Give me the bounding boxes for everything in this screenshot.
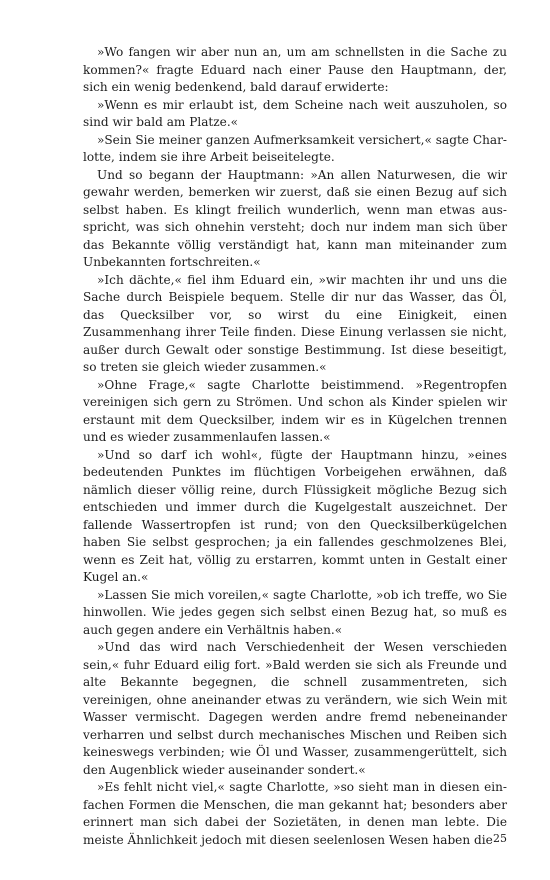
paragraph: »Ohne Frage,« sagte Charlotte beistimmend. »Regentropfen vereinigen sich gern zu Strömen. Und schon als Kinder spielen wir erstaunt mit dem Quecksilber, indem wir es in Kügelchen trennen und es wieder zusammenlaufen lassen.« [83, 377, 507, 444]
paragraph: »Und das wird nach Verschiedenheit der Wesen verschieden sein,« fuhr Eduard eilig fort. »Bald werden sie sich als Freunde und alte Bekannte begegnen, die schnell zusammentreten, sich vereinigen, ohne aneinander etwas zu verändern, wie sich Wein mit Wasser vermischt. Dagegen werden andre fremd nebeneinander verharren und selbst durch mechanisches Mischen und Reiben sich keineswegs verbinden; wie Öl und Wasser, zusammengerüttelt, sich den Augenblick wieder auseinander sondert.« [83, 640, 507, 777]
paragraph: Und so begann der Hauptmann: »An allen Naturwesen, die wir gewahr werden, bemerken wir zuerst, daß sie einen Bezug auf sich selbst haben. Es klingt freilich wunderlich, wenn man etwas ausspricht, was sich ohnehin versteht; doch nur indem man sich über das Bekannte völlig verständigt hat, kann man miteinander zum Unbekannten fortschreiten.« [83, 167, 507, 269]
paragraph: »Ich dächte,« fiel ihm Eduard ein, »wir machten ihr und uns die Sache durch Beispiele bequem. Stelle dir nur das Wasser, das Öl, das Quecksilber vor, so wirst du eine Einigkeit, einen Zusammenhang ihrer Teile finden. Diese Einung verlassen sie nicht, außer durch Gewalt oder sonstige Bestimmung. Ist diese beseitigt, so treten sie gleich wieder zusammen.« [83, 272, 507, 374]
paragraph: »Und so darf ich wohl«, fügte der Hauptmann hinzu, »eines bedeutenden Punktes im flüchtigen Vorbeigehen erwähnen, daß nämlich dieser völlig reine, durch Flüssigkeit mögliche Bezug sich entschieden und immer durch die Kugelgestalt auszeichnet. Der fallende Wassertropfen ist rund; von den Quecksilberkügelchen haben Sie selbst gesprochen; ja ein fallendes geschmolzenes Blei, wenn es Zeit hat, völlig zu erstarren, kommt unten in Gestalt einer Kugel an.« [83, 447, 507, 584]
paragraph: »Lassen Sie mich voreilen,« sagte Charlotte, »ob ich treffe, wo Sie hinwollen. Wie jedes gegen sich selbst einen Bezug hat, so muß es auch gegen andere ein Verhältnis haben.« [83, 587, 507, 637]
page-number: 25 [493, 832, 507, 845]
paragraph: »Sein Sie meiner ganzen Aufmerksamkeit versichert,« sagte Charlotte, indem sie ihre Arbeit beiseitelegte. [83, 132, 507, 164]
body-text [83, 44, 507, 849]
paragraph: »Es fehlt nicht viel,« sagte Charlotte, »so sieht man in diesen einfachen Formen die Menschen, die man gekannt hat; besonders aber erinnert man sich dabei der Sozietäten, in denen man lebte. Die meiste Ähnlichkeit jedoch mit diesen seelenlosen Wesen haben die [83, 780, 507, 847]
paragraph: »Wo fangen wir aber nun an, um am schnellsten in die Sache zu kommen?« fragte Eduard nach einer Pause den Hauptmann, der, sich ein wenig bedenkend, bald darauf erwiderte: [83, 45, 507, 94]
paragraph: »Wenn es mir erlaubt ist, dem Scheine nach weit auszuholen, so sind wir bald am Platze.« [83, 97, 507, 129]
